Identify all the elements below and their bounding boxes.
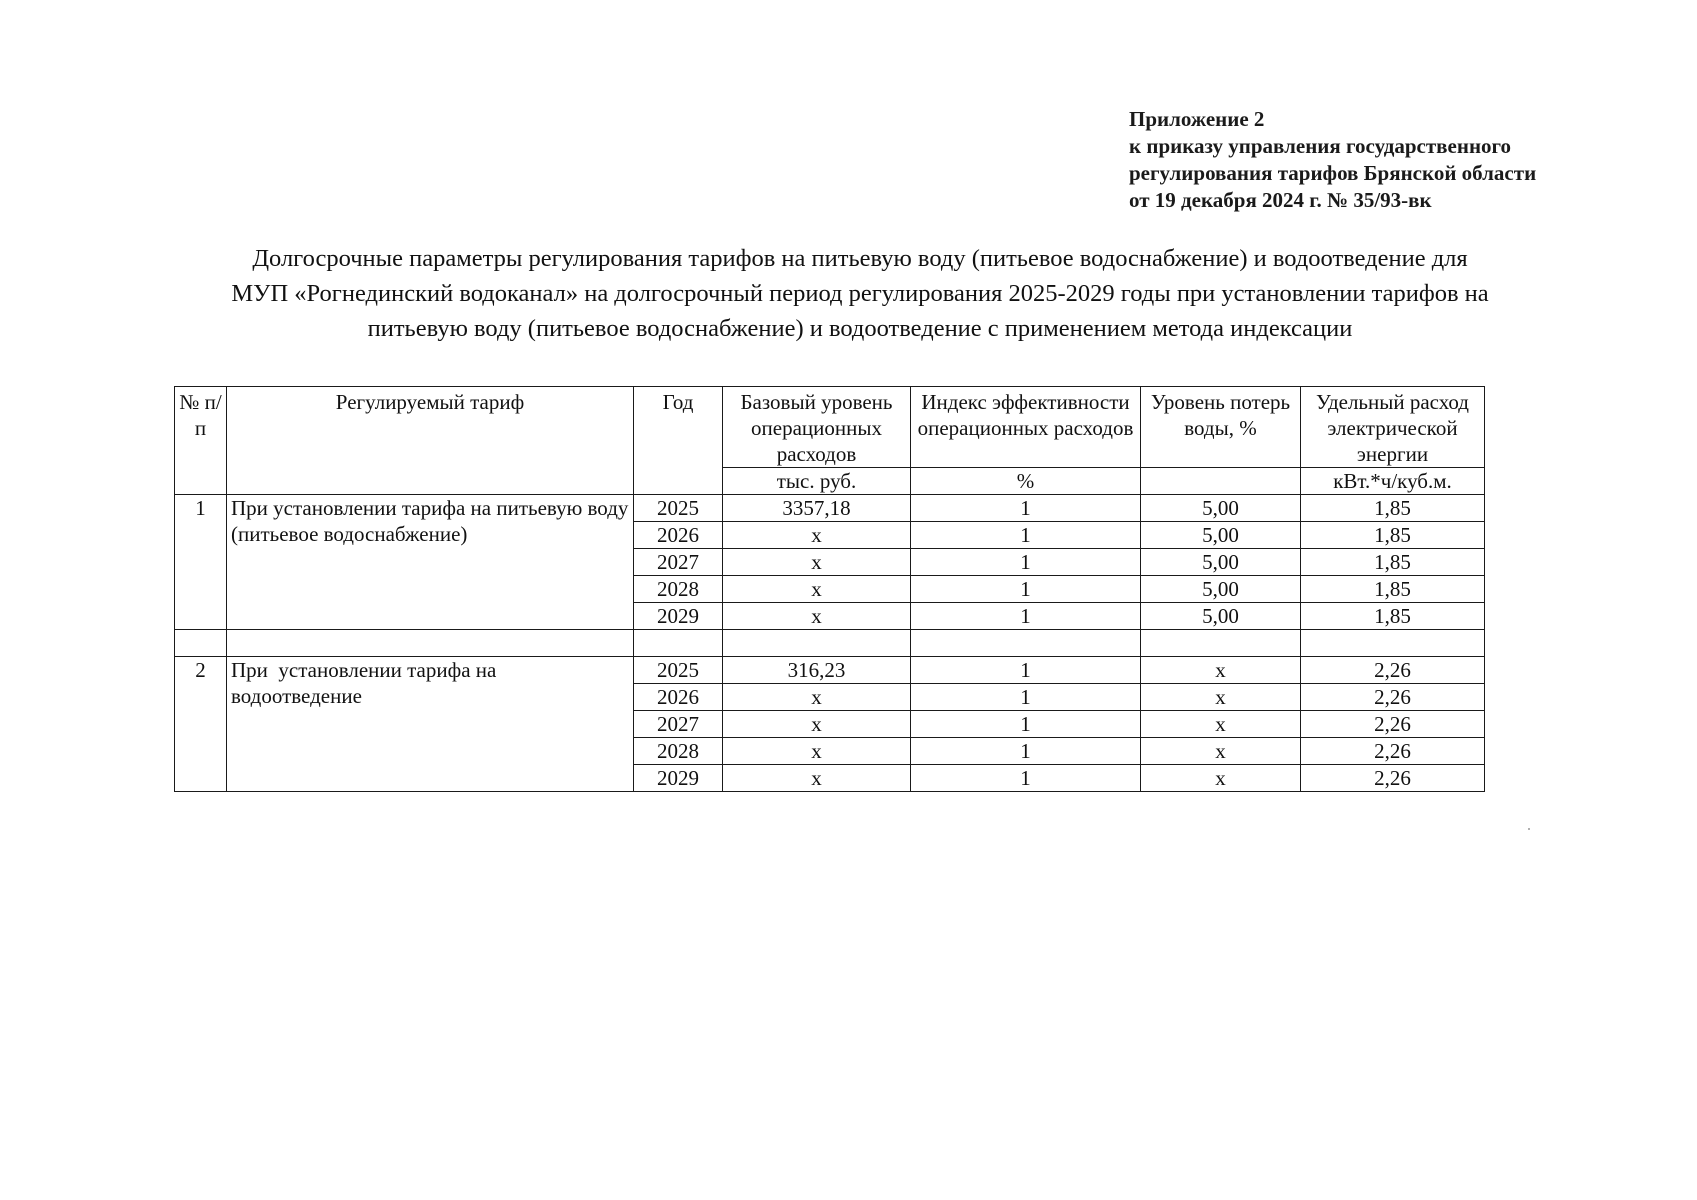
blank-cell	[634, 630, 723, 657]
cell-year: 2029	[634, 765, 723, 792]
blank-cell	[175, 630, 227, 657]
cell-base-level: х	[723, 549, 911, 576]
table-row	[175, 657, 1485, 684]
cell-base-level: 316,23	[723, 657, 911, 684]
appendix-title: Приложение 2	[1129, 107, 1265, 131]
header-base-level: Базовый уровень операционных расходов	[723, 387, 911, 468]
cell-water-losses: х	[1141, 711, 1301, 738]
table-row	[175, 495, 1485, 522]
unit-water-losses	[1141, 468, 1301, 495]
blank-cell	[1141, 630, 1301, 657]
cell-water-losses: 5,00	[1141, 576, 1301, 603]
cell-efficiency-index: 1	[911, 576, 1141, 603]
header-row	[175, 387, 1485, 468]
cell-efficiency-index: 1	[911, 522, 1141, 549]
cell-year: 2026	[634, 684, 723, 711]
unit-energy-consumption: кВт.*ч/куб.м.	[1301, 468, 1485, 495]
cell-year: 2027	[634, 549, 723, 576]
cell-year: 2025	[634, 495, 723, 522]
appendix-order-line: к приказу управления государственного	[1129, 134, 1512, 158]
header-tariff: Регулируемый тариф	[227, 387, 634, 495]
unit-base-level: тыс. руб.	[723, 468, 911, 495]
cell-year: 2028	[634, 576, 723, 603]
cell-efficiency-index: 1	[911, 684, 1141, 711]
cell-water-losses: 5,00	[1141, 603, 1301, 630]
scan-speck	[1528, 828, 1530, 830]
cell-energy-consumption: 1,85	[1301, 495, 1485, 522]
parameters-table	[174, 386, 1485, 792]
cell-energy-consumption: 1,85	[1301, 576, 1485, 603]
cell-energy-consumption: 1,85	[1301, 522, 1485, 549]
cell-water-losses: 5,00	[1141, 522, 1301, 549]
appendix-authority-line: регулирования тарифов Брянской области	[1129, 161, 1537, 185]
cell-efficiency-index: 1	[911, 657, 1141, 684]
cell-year: 2025	[634, 657, 723, 684]
cell-energy-consumption: 2,26	[1301, 711, 1485, 738]
cell-year: 2028	[634, 738, 723, 765]
title-line-2: МУП «Рогнединский водоканал» на долгосрочный период регулирования 2025-2029 годы при установлении тарифов на	[231, 280, 1489, 307]
cell-efficiency-index: 1	[911, 738, 1141, 765]
cell-efficiency-index: 1	[911, 603, 1141, 630]
header-efficiency-index: Индекс эффективности операционных расходов	[911, 387, 1141, 468]
cell-efficiency-index: 1	[911, 549, 1141, 576]
row-number: 1	[175, 495, 227, 630]
cell-water-losses: х	[1141, 738, 1301, 765]
blank-cell	[723, 630, 911, 657]
title-line-3: питьевую воду (питьевое водоснабжение) и водоотведение с применением метода индексации	[367, 315, 1353, 342]
title-line-1: Долгосрочные параметры регулирования тарифов на питьевую воду (питьевое водоснабжение) и водоотведение для	[252, 245, 1468, 272]
cell-energy-consumption: 2,26	[1301, 765, 1485, 792]
header-energy-consumption: Удельный расход электрической энергии	[1301, 387, 1485, 468]
cell-energy-consumption: 2,26	[1301, 684, 1485, 711]
cell-efficiency-index: 1	[911, 495, 1141, 522]
appendix-block	[1129, 106, 1536, 214]
row-number: 2	[175, 657, 227, 792]
cell-base-level: 3357,18	[723, 495, 911, 522]
blank-separator-row	[175, 630, 1485, 657]
cell-energy-consumption: 1,85	[1301, 603, 1485, 630]
cell-base-level: х	[723, 522, 911, 549]
cell-base-level: х	[723, 576, 911, 603]
cell-base-level: х	[723, 765, 911, 792]
cell-base-level: х	[723, 603, 911, 630]
tariff-name: При установлении тарифа на питьевую воду (питьевое водоснабжение)	[227, 495, 634, 630]
cell-water-losses: х	[1141, 765, 1301, 792]
cell-water-losses: 5,00	[1141, 549, 1301, 576]
cell-year: 2026	[634, 522, 723, 549]
cell-energy-consumption: 2,26	[1301, 657, 1485, 684]
cell-water-losses: 5,00	[1141, 495, 1301, 522]
cell-base-level: х	[723, 684, 911, 711]
document-title	[150, 241, 1570, 346]
unit-efficiency-index: %	[911, 468, 1141, 495]
cell-energy-consumption: 2,26	[1301, 738, 1485, 765]
cell-efficiency-index: 1	[911, 711, 1141, 738]
appendix-date-line: от 19 декабря 2024 г. № 35/93-вк	[1129, 188, 1432, 212]
header-year: Год	[634, 387, 723, 495]
blank-cell	[227, 630, 634, 657]
blank-cell	[911, 630, 1141, 657]
cell-water-losses: х	[1141, 684, 1301, 711]
header-num: № п/п	[175, 387, 227, 495]
tariff-name: При установлении тарифа на водоотведение	[227, 657, 634, 792]
cell-efficiency-index: 1	[911, 765, 1141, 792]
cell-year: 2029	[634, 603, 723, 630]
blank-cell	[1301, 630, 1485, 657]
cell-base-level: х	[723, 711, 911, 738]
cell-energy-consumption: 1,85	[1301, 549, 1485, 576]
cell-base-level: х	[723, 738, 911, 765]
header-water-losses: Уровень потерь воды, %	[1141, 387, 1301, 468]
cell-water-losses: х	[1141, 657, 1301, 684]
cell-year: 2027	[634, 711, 723, 738]
